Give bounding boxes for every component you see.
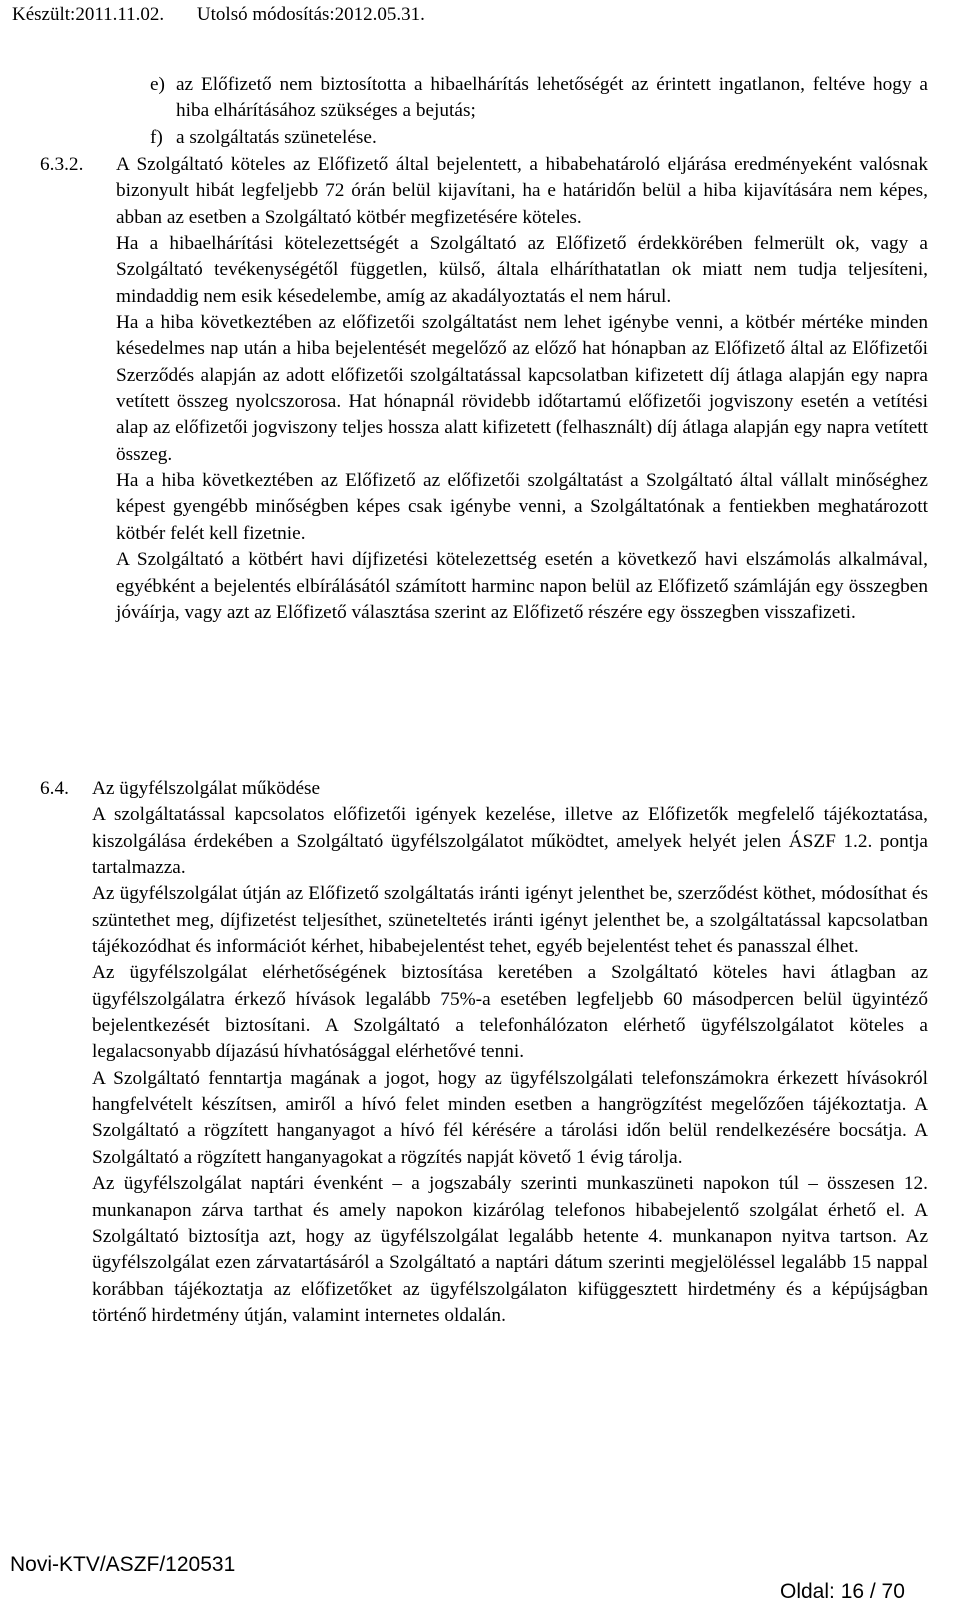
section-632-number: 6.3.2. xyxy=(40,154,84,175)
created-date: Készült:2011.11.02. xyxy=(12,4,165,25)
item-f-label: f) xyxy=(150,127,163,148)
section-64-body xyxy=(92,776,928,1329)
paragraph: A Szolgáltató köteles az Előfizető által bejelentett, a hibabehatároló eljárása eredményeként valósnak bizonyult hibát legfeljebb 72 órán belül kijavítani, ha e határidőn belül a hiba kijavítására nem képes, abban az esetben a Szolgáltató kötbér megfizetésére köteles. xyxy=(116,154,928,228)
item-f-text: a szolgáltatás szünetelése. xyxy=(176,127,377,148)
page-number: Oldal: 16 / 70 xyxy=(780,1580,905,1603)
section-64-title: Az ügyfélszolgálat működése xyxy=(92,778,321,799)
document-id: Novi-KTV/ASZF/120531 xyxy=(10,1553,236,1576)
paragraph: Ha a hiba következtében az előfizetői szolgáltatást nem lehet igénybe venni, a kötbér mértéke minden késedelmes nap után a hiba bejelentését megelőző az előző hat hónapban az Előfizető által az Előfizetői Szerződés alapján az adott előfizetői szolgáltatással kapcsolatban kifizetett díj átlaga alapján egy napra vetített összeg nyolcszorosa. Hat hónapnál rövidebb időtartamú előfizetői jogviszony esetén a vetítési alap az előfizetői jogviszony teljes hossza alatt kifizetett (felhasznált) díj átlaga alapján egy napra vetített összeg. xyxy=(116,312,928,465)
paragraph: Az ügyfélszolgálat elérhetőségének biztosítása keretében a Szolgáltató köteles havi átlagban az ügyfélszolgálatra érkező hívások legalább 75%-a esetében legfeljebb 60 másodpercen belül ügyintéző bejelentkezését biztosítani. A Szolgáltató a telefonhálózaton elérhető ügyfélszolgálatot köteles a legalacsonyabb díjazású hívhatósággal elérhetővé tenni. xyxy=(92,962,928,1063)
paragraph: A Szolgáltató fenntartja magának a jogot, hogy az ügyfélszolgálati telefonszámokra érkezett hívásokról hangfelvételt készítsen, amiről a hívó felet minden esetben a hangrögzítést megelőzően tájékoztatja. A Szolgáltató a rögzített hanganyagot a hívó fél kérésére a tárolási időn belül rendelkezésére bocsátja. A Szolgáltató a rögzített hanganyagokat a rögzítés napját követő 1 évig tárolja. xyxy=(92,1067,928,1168)
section-632-body xyxy=(116,152,928,626)
paragraph: Ha a hiba következtében az Előfizető az előfizetői szolgáltatást a Szolgáltató által vállalt minőséghez képest gyengébb minőségben képes csak igénybe venni, a Szolgáltatónak a fentiekben meghatározott kötbér felét kell fizetnie. xyxy=(116,470,928,544)
paragraph: A szolgáltatással kapcsolatos előfizetői igények kezelése, illetve az Előfizetők megfelelő tájékoztatása, kiszolgálása érdekében a Szolgáltató ügyfélszolgálatot működtet, amelyek helyét jelen ÁSZF 1.2. pontja tartalmazza. xyxy=(92,804,928,879)
paragraph: A Szolgáltató a kötbért havi díjfizetési kötelezettség esetén a következő havi elszámolás alkalmával, egyébként a bejelentés elbírálásától számított harminc napon belül az Előfizető számláján egy összegben jóváírja, vagy azt az Előfizető választása szerint az Előfizető részére egy összegben visszafizeti. xyxy=(116,549,928,623)
modified-date: Utolsó módosítás:2012.05.31. xyxy=(196,4,425,25)
paragraph: Ha a hibaelhárítási kötelezettségét a Szolgáltató az Előfizető érdekkörében felmerült ok, vagy a Szolgáltató tevékenységétől független, külső, általa elháríthatatlan ok miatt nem tudja teljesíteni, mindaddig nem esik késedelembe, amíg az akadályoztatás el nem hárul. xyxy=(116,233,928,307)
page-header xyxy=(12,4,932,26)
paragraph: Az ügyfélszolgálat naptári évenként – a jogszabály szerinti munkaszüneti napokon túl – összesen 12. munkanapon zárva tarthat és amely napokon kizárólag telefonos hibabejelentő szolgálat érhető el. A Szolgáltató biztosítja azt, hogy az ügyfélszolgálat legalább hetente 4. munkanapon nyitva tartson. Az ügyfélszolgálat ezen zárvatartásáról a Szolgáltató a naptári dátum szerinti megjelöléssel legalább 15 nappal korábban tájékoztatja az előfizetőket az ügyfélszolgálaton kifüggesztett hirdetmény és a képújságban történő hirdetmény útján, valamint internetes oldalán. xyxy=(92,1173,928,1326)
paragraph: Az ügyfélszolgálat útján az Előfizető szolgáltatás iránti igényt jelenthet be, szerződést köthet, módosíthat és szüntethet meg, díjfizetést teljesíthet, szüneteltetés iránti igényt jelenthet be, a szolgáltatással kapcsolatban tájékozódhat és információt kérhet, hibabejelentést tehet, egyéb bejelentést tehet és panasszal élhet. xyxy=(92,883,928,958)
item-e-text: az Előfizető nem biztosította a hibaelhárítás lehetőségét az érintett ingatlanon, feltéve hogy a hiba elhárításához szükséges a bejutás; xyxy=(176,74,928,122)
section-64-number: 6.4. xyxy=(40,778,69,799)
item-e-label: e) xyxy=(150,74,165,95)
